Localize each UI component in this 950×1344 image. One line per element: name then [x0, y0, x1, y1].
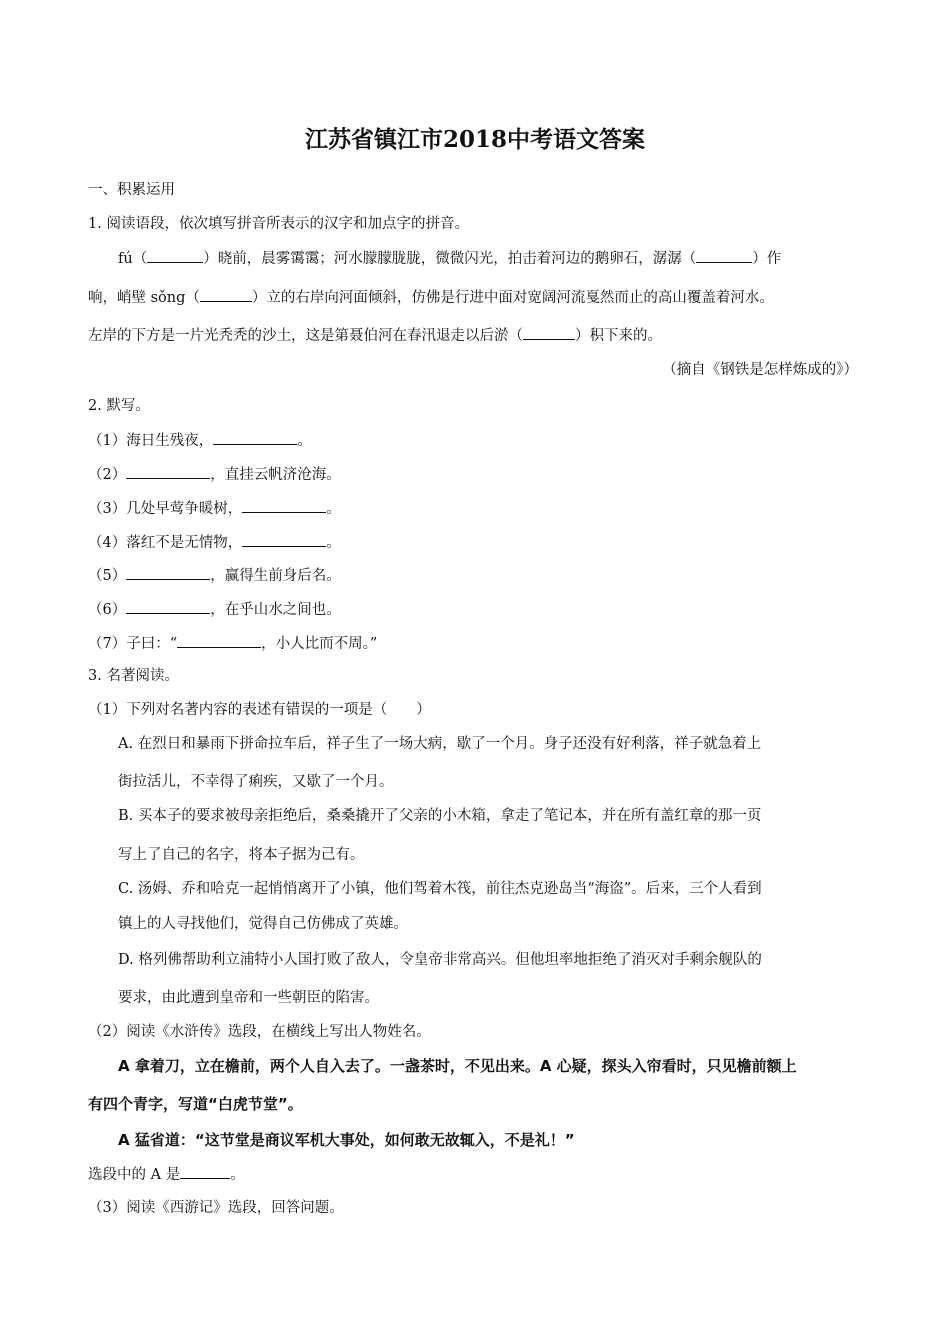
option-d-continued: 要求，由此遭到皇帝和一些朝臣的陷害。 [118, 990, 379, 1006]
question-3-sub-2: （2）阅读《水浒传》选段，在横线上写出人物姓名。 [88, 1024, 431, 1040]
dictation-item: （2） ，直挂云帆济沧海。 [88, 464, 341, 485]
option-b: B. 买本子的要求被母亲拒绝后，桑桑撬开了父亲的小木箱，拿走了笔记本，并在所有盖红章的那一页 [118, 808, 762, 824]
answer-blank[interactable] [523, 325, 575, 340]
option-c: C. 汤姆、乔和哈克一起悄悄离开了小镇，他们驾着木筏，前往杰克逊岛当“海盗”。后来，三个人看到 [118, 881, 762, 897]
option-a: A. 在烈日和暴雨下拼命拉车后，祥子生了一场大病，歇了一个月。身子还没有好利落，祥子就急着上 [118, 736, 762, 752]
answer-line: 选段中的 A 是 。 [88, 1164, 245, 1185]
answer-blank[interactable] [147, 248, 203, 263]
question-2-prompt: 2. 默写。 [88, 398, 150, 414]
answer-blank[interactable] [242, 532, 326, 547]
question-3-sub-3: （3）阅读《西游记》选段，回答问题。 [88, 1200, 344, 1216]
section-heading: 一、积累运用 [88, 182, 175, 198]
option-d: D. 格列佛帮助利立浦特小人国打败了敌人，令皇帝非常高兴。但他坦率地拒绝了消灭对手剩余舰队的 [118, 952, 762, 968]
dictation-item: （3）几处早莺争暖树， 。 [88, 498, 341, 519]
question-1-prompt: 1. 阅读语段，依次填写拼音所表示的汉字和加点字的拼音。 [88, 216, 469, 232]
passage-line: 有四个青字，写道“白虎节堂”。 [88, 1095, 303, 1113]
source-note: （摘自《钢铁是怎样炼成的》） [662, 362, 858, 378]
answer-blank[interactable] [177, 633, 261, 648]
passage-line: A 拿着刀，立在檐前，两个人自入去了。一盏茶时，不见出来。A 心疑，探头入帘看时，只见檐前额上 [118, 1057, 797, 1075]
dictation-item: （5） ，赢得生前身后名。 [88, 565, 341, 586]
option-b-continued: 写上了自己的名字，将本子据为己有。 [118, 847, 365, 863]
dictation-item: （7）子曰：“ ，小人比而不周。” [88, 633, 377, 654]
answer-blank[interactable] [126, 599, 210, 614]
question-1-line-2: 响，峭壁 sǒng（ ）立的右岸向河面倾斜，仿佛是行进中面对宽阔河流戛然而止的高山覆盖着河水。 [88, 287, 774, 308]
answer-blank[interactable] [242, 498, 326, 513]
answer-blank[interactable] [696, 248, 752, 263]
dictation-item: （6） ，在乎山水之间也。 [88, 599, 341, 620]
answer-blank[interactable] [180, 1164, 230, 1179]
question-3-sub-1: （1）下列对名著内容的表述有错误的一项是（ ） [88, 702, 431, 718]
passage-line: A 猛省道：“这节堂是商议军机大事处，如何敢无故辄入，不是礼！” [118, 1131, 575, 1149]
option-a-continued: 街拉活儿，不幸得了痢疾，又歇了一个月。 [118, 774, 394, 790]
question-1-line-3: 左岸的下方是一片光秃秃的沙土，这是第聂伯河在春汛退走以后淤（ ）积下来的。 [88, 325, 662, 346]
option-c-continued: 镇上的人寻找他们，觉得自己仿佛成了英雄。 [118, 916, 408, 932]
document-title: 江苏省镇江市2018中考语文答案 [304, 126, 645, 153]
answer-blank[interactable] [126, 464, 210, 479]
answer-blank[interactable] [200, 287, 252, 302]
question-1-line-1: fú（ ）晓前，晨雾霭霭；河水朦朦胧胧，微微闪光，拍击着河边的鹅卵石，潺潺（ ）作 [118, 248, 781, 269]
answer-blank[interactable] [213, 430, 297, 445]
dictation-item: （1）海日生残夜， 。 [88, 430, 312, 451]
answer-blank[interactable] [126, 565, 210, 580]
dictation-item: （4）落红不是无情物， 。 [88, 532, 341, 553]
question-3-prompt: 3. 名著阅读。 [88, 668, 179, 684]
